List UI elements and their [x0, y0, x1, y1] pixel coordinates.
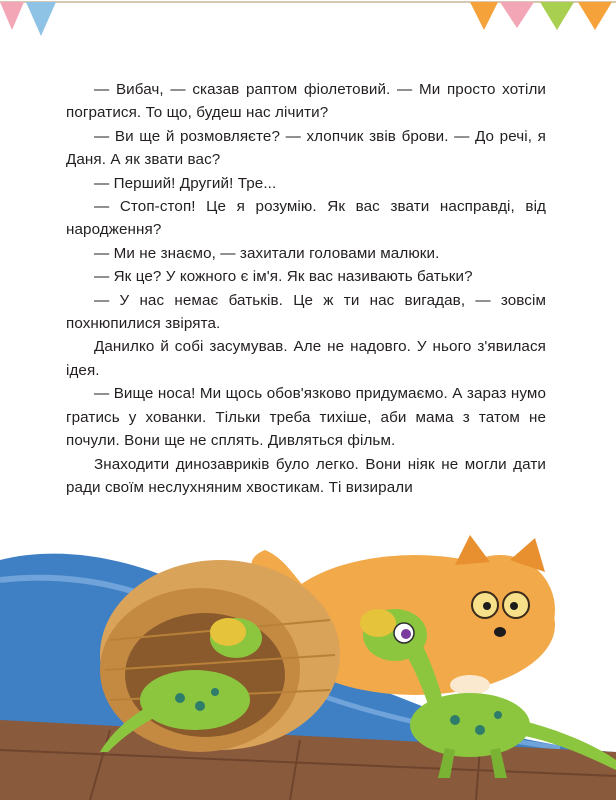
paragraph: — Ми не знаємо, — захитали головами малюки. — [94, 244, 440, 262]
story-text — [66, 78, 546, 499]
paragraph: Знаходити динозавриків було легко. Вони ніяк не могли дати ради своїм неслухняним хвостикам. Ті визирали — [66, 455, 546, 496]
paragraph: — Ви ще й розмовляєте? — хлопчик звів брови. — До речі, я Даня. А як звати вас? — [66, 127, 546, 169]
paragraph: Данилко й собі засумував. Але не надовго. У нього з'явилася ідея. — [66, 338, 546, 379]
paragraph: — У нас немає батьків. Це ж ти нас вигадав, — зовсім похнюпилися звірята. — [66, 291, 546, 333]
paragraph: — Стоп-стоп! Це я розумію. Як вас звати насправді, від народження? — [66, 198, 546, 239]
illustration — [0, 520, 616, 800]
paragraph: — Вибач, — сказав раптом фіолетовий. — Ми просто хотіли погратися. То що, будеш нас лічити? — [66, 81, 546, 122]
paragraph: — Вище носа! Ми щось обов'язково придумаємо. А зараз нумо гратись у хованки. Тільки треба тихіше, аби мама з татом не почули. Вони ще не сплять. Дивляться фільм. — [66, 385, 546, 450]
bunting-flags-icon — [0, 0, 616, 40]
paragraph: — Як це? У кожного є ім'я. Як вас називають батьки? — [94, 268, 473, 286]
paragraph: — Перший! Другий! Тре... — [94, 174, 277, 192]
